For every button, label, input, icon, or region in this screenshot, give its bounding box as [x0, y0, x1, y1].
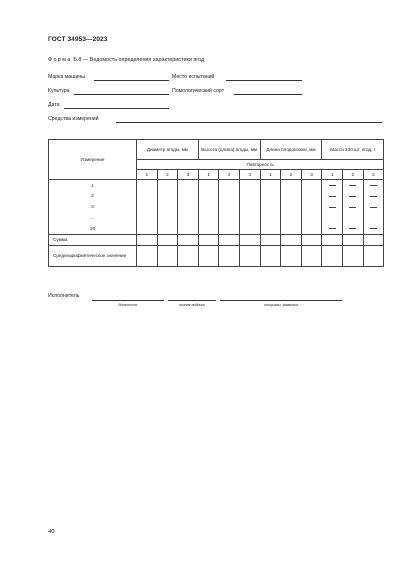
field-row-instruments: [48, 116, 388, 124]
table-row: [49, 180, 384, 191]
field-label-instruments: Средства измерений: [48, 116, 99, 122]
repeat-number: 3: [301, 170, 322, 180]
table-row: [49, 191, 384, 202]
signature-block: [48, 293, 348, 313]
empty-dash: [329, 207, 336, 208]
form-title: [48, 57, 204, 63]
repeat-number: 1: [322, 170, 343, 180]
field-row-brand-place: [48, 74, 308, 82]
repeat-number: 3: [363, 170, 384, 180]
form-number: Б.8: [73, 57, 82, 63]
empty-dash: [370, 185, 377, 186]
field-line-culture: [74, 88, 169, 95]
signature-line-name: [220, 300, 342, 301]
repeat-header: Повторность: [137, 160, 384, 170]
signature-line-sign: [168, 300, 216, 301]
repeat-number: 2: [157, 170, 178, 180]
empty-dash: [370, 196, 377, 197]
col-header-diameter: Диаметр ягоды, мм: [137, 140, 199, 160]
field-line-brand: [94, 74, 169, 81]
table-row-mean: [49, 246, 384, 267]
signature-caption-position: должность: [118, 303, 138, 307]
field-row-culture-sort: [48, 88, 308, 96]
empty-dash: [370, 228, 377, 229]
col-header-mass: Масса 100 шт. ягод, г: [322, 140, 384, 160]
field-line-sort: [234, 88, 302, 95]
field-line-date: [64, 102, 169, 109]
empty-dash: [349, 207, 356, 208]
empty-dash: [349, 185, 356, 186]
field-label-sort: Помологический сорт: [172, 88, 225, 94]
col-header-height: Высота (длина) ягоды, мм: [198, 140, 260, 160]
repeat-number: 3: [239, 170, 260, 180]
repeat-number: 2: [219, 170, 240, 180]
empty-dash: [349, 228, 356, 229]
table-row: [49, 224, 384, 235]
row-label: 20: [49, 224, 137, 235]
field-label-brand: Марка машины: [48, 74, 85, 80]
page-number: 40: [48, 529, 55, 535]
signature-caption-name: инициалы, фамилия: [263, 303, 299, 307]
field-row-date: [48, 102, 248, 110]
col-header-measure: Измерение: [49, 140, 137, 180]
repeat-number: 1: [198, 170, 219, 180]
form-label: Форма: [48, 57, 72, 63]
field-label-place: Место испытаний: [172, 74, 215, 80]
table-row-sum: [49, 235, 384, 246]
row-label: 3: [49, 202, 137, 213]
signature-line-position: [92, 300, 164, 301]
empty-dash: [329, 196, 336, 197]
repeat-number: 1: [260, 170, 281, 180]
empty-dash: [349, 196, 356, 197]
measurement-table: [48, 139, 384, 267]
empty-dash: [329, 185, 336, 186]
document-code: ГОСТ 34953—2023: [48, 36, 108, 43]
form-heading: — Ведомость определения характеристики ягод: [82, 57, 205, 63]
row-label: ...: [49, 213, 137, 224]
field-line-instruments: [116, 116, 382, 123]
signature-caption-sign: личная подпись: [178, 303, 206, 307]
row-label: 1: [49, 180, 137, 191]
field-label-date: Дата: [48, 102, 60, 108]
row-label-mean: Среднеарифметическое значение: [49, 246, 137, 267]
signature-label: Исполнитель: [48, 293, 80, 299]
empty-dash: [370, 207, 377, 208]
repeat-number: 1: [137, 170, 158, 180]
table-row: [49, 202, 384, 213]
field-label-culture: Культура: [48, 88, 70, 94]
col-header-stem-length: Длина плодоножки, мм: [260, 140, 322, 160]
row-label: 2: [49, 191, 137, 202]
empty-dash: [329, 228, 336, 229]
table-row: [49, 213, 384, 224]
repeat-number: 3: [178, 170, 199, 180]
repeat-number: 2: [281, 170, 302, 180]
row-label-sum: Сумма: [49, 235, 137, 246]
repeat-number: 2: [342, 170, 363, 180]
field-line-place: [226, 74, 302, 81]
